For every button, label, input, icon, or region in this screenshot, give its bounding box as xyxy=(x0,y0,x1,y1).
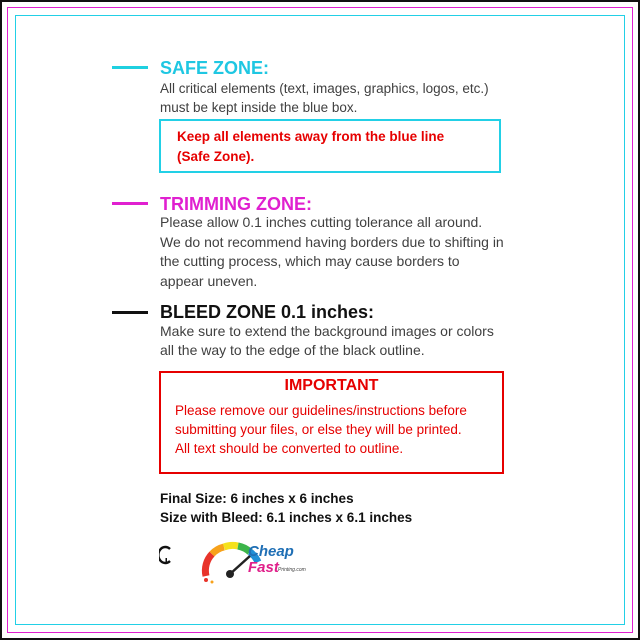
callout-line: Keep all elements away from the blue line xyxy=(177,129,445,144)
important-line: Please remove our guidelines/instructions before xyxy=(175,403,467,418)
final-size: Final Size: 6 inches x 6 inches xyxy=(160,491,354,506)
bleed-zone-heading: BLEED ZONE 0.1 inches: xyxy=(160,302,375,322)
bleed-zone-description xyxy=(160,322,494,360)
safe-zone-line: All critical elements (text, images, graphics, logos, etc.) xyxy=(160,81,489,96)
size-with-bleed: Size with Bleed: 6.1 inches x 6.1 inches xyxy=(160,510,413,525)
important-title: IMPORTANT xyxy=(284,377,379,394)
bleed-zone-marker xyxy=(112,311,148,314)
trimming-zone-line: We do not recommend having borders due to shifting in xyxy=(160,233,504,250)
important-line: submitting your files, or else they will be printed. xyxy=(175,422,462,437)
trimming-zone-line: appear uneven. xyxy=(160,272,258,289)
safe-zone-marker xyxy=(112,66,148,69)
safe-zone-line: must be kept inside the blue box. xyxy=(160,100,358,115)
trimming-zone-line: Please allow 0.1 inches cutting tolerance all around. xyxy=(160,214,483,230)
trimming-zone-marker xyxy=(112,202,148,205)
safe-zone-heading: SAFE ZONE: xyxy=(160,58,270,78)
bleed-zone-line: Make sure to extend the background images or colors xyxy=(160,323,494,339)
copyright-icon xyxy=(159,545,173,565)
callout-line: (Safe Zone). xyxy=(177,149,255,164)
trimming-zone-line: the cutting process, which may cause borders to xyxy=(160,253,460,269)
important-description xyxy=(175,401,467,458)
safe-zone-callout-text xyxy=(177,127,444,167)
safe-zone-callout xyxy=(159,119,501,173)
trimming-zone-description xyxy=(160,213,504,291)
logo-word-printing: Printing.com xyxy=(278,567,306,573)
important-line: All text should be converted to outline. xyxy=(175,441,404,456)
safe-zone-description xyxy=(160,79,489,117)
logo-word-fast: Fast xyxy=(248,559,279,576)
trimming-zone-heading: TRIMMING ZONE: xyxy=(160,194,312,214)
size-info xyxy=(160,489,412,527)
bleed-zone-line: all the way to the edge of the black outline. xyxy=(160,342,425,358)
logo-word-cheap: Cheap xyxy=(248,543,294,560)
important-notice-box xyxy=(159,371,504,474)
